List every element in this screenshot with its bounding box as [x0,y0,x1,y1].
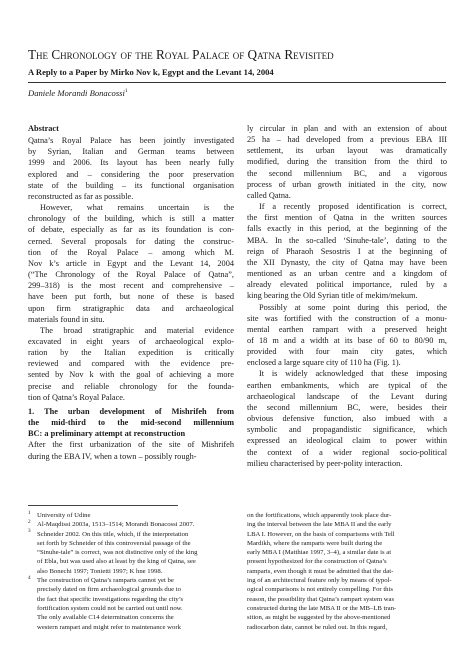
text-line: 1. The urban development of Mishrifeh from [28,406,234,416]
right-column [247,123,447,469]
footnote-line: early MBA I (Matthiae 1997, 3–4), a similar date is at [247,549,392,557]
footnote-line: ogical comparisons is not entirely compelling. For this [247,586,393,594]
text-line: reconstructed as far as possible. [28,191,134,201]
right-paragraph-2 [247,201,447,301]
right-paragraph-4 [247,368,447,468]
footnote-line [28,595,236,604]
text-line: the XII Dynasty, the city of Qatna may have been [247,257,447,267]
text-line: the mid-third to the mid-second millennium [28,418,234,428]
text-line: king bearing the Old Syrian title of mekim/mekum. [247,291,418,301]
text-line: upon firm stratigraphic data and archaeological [28,303,234,313]
footnote-line: ramparts, even though it must be admitted that the dat- [247,567,394,575]
footnote-text: University of Udine [37,512,91,519]
footnote-text: Schneider 2002. On this title, which, if the interpretation [37,530,189,538]
footnotes-right [247,511,447,632]
footnotes-left [28,511,236,632]
text-line: explored and – considering the poor preservation [28,169,234,179]
footnote-line: $^4$ The construction of Qatna’s ramparts cannot yet be [28,574,174,585]
text-line: ly circular in plan and with an extension of about [247,124,447,133]
text-line: Qatna’s Royal Palace has been jointly investigated [28,136,234,146]
text-line: However, what remains uncertain is the [40,203,234,213]
author-footnote-marker: 1 [124,88,128,95]
text-line: ration by the Italian expedition is critically [28,348,234,358]
footnote-line: radiocarbon date, cannot be ruled out. In this regard, [247,623,388,631]
footnote-rule [28,505,178,506]
text-line: reviewed and compared with the evidence pre- [28,359,234,369]
footnote-text: western rampart and might refer to maintenance work [37,623,181,631]
footnote-text: The construction of Qatna’s ramparts cannot yet be [37,577,174,585]
text-line: If a recently proposed identification is correct, [259,202,447,212]
right-paragraph-3 [247,302,447,369]
footnote-text: precisely dated on firm archaeological grounds due to [37,586,181,594]
text-line: The broad stratigraphic and material evidence [40,325,234,335]
text-line: settlement, its urban layout was dramatically [247,146,447,156]
text-line: precise and reliable chronology for the founda- [28,381,234,391]
text-line: the first mention of Qatna in the written sources [247,213,447,223]
abstract-heading: Abstract [28,124,59,133]
text-line: 299–318) is the most recent and comprehensive – [28,281,234,291]
text-line: materials found in situ. [28,314,105,324]
footnote-line: $^2$ Al-Maqdissi 2003a, 1513–1514; Morandi Bonacossi 2007. [28,519,195,529]
text-line: the context of a wider regional socio-political [247,447,447,457]
section-paragraph-1 [28,439,234,461]
footnote-line [28,557,236,566]
text-line: the second millennium BC, were, besides their [247,402,447,412]
text-line: modified, during the transition from the third to [247,157,447,167]
footnote-line [28,613,236,622]
text-line: 25 ha – had developed from a previous EBA III [247,135,447,145]
footnote-text: set forth by Schneider of this controversial passage of the [37,539,191,547]
text-line: symbolic and propagandistic significance, which [247,425,447,435]
footnote-line: on the fortifications, which apparently took place dur- [247,512,392,519]
footnote-text: also Bonechi 1997; Tonietti 1997; K hne 1998. [37,567,163,575]
text-line: milieu characterised by peer-polity interaction. [247,458,403,468]
footnote-text: of Ebla, but was used also at least by the king of Qatna, see [37,558,196,566]
text-line: called Qatna. [247,190,291,200]
footnote-line [28,548,236,557]
footnote-line: ing the interval between the late MBA II and the early [247,521,392,529]
text-line: enclosed a large square city of 110 ha (Fig. 1). [247,358,401,368]
footnote-line [28,585,236,594]
footnote-text: the fact that specific investigations regarding the city’s [37,595,184,603]
footnote-text: The only available C14 determination concerns the [37,614,174,622]
footnote-line: present hypothesized for the construction of Qatna’s [247,558,387,566]
text-line: sented by Nov k with the goal of achieving a more [28,370,234,380]
article-title-text: The Chronology of the Royal Palace of Qatna Revisited [28,47,334,62]
text-line: falls exactly in this period, at the beginning of the [247,224,447,234]
text-line: cerned. Several proposals for dating the construc- [28,236,234,246]
text-line: mental earthen rampart with a preserved height [247,324,447,334]
footnote-line: reason, the possibility that Qatna’s rampart system was [247,595,395,603]
text-line: of debate, especially as far as its foundation is con- [28,225,234,235]
text-line: expressed an ideological claim to power within [247,436,447,446]
text-line: mentioned as an urban centre and a kingdom of [247,269,447,279]
footnote-text: Al-Maqdissi 2003a, 1513–1514; Morandi Bonacossi 2007. [37,521,195,529]
text-line: chronology of the building, which is still a matter [28,214,234,224]
text-line: archaeological landscape of the Levant during [247,391,447,401]
section-heading [28,406,234,439]
footnote-line: sition, as might be suggested by the above-mentioned [247,614,391,622]
footnote-line: LBA I. However, on the basis of comparisons with Tell [247,530,395,538]
text-line: Possibly at some point during this period, the [259,302,447,312]
text-line: by Syrian, Italian and German teams between [28,147,234,157]
footnote-text: “Sinuhe-tale” is correct, was not distinctive only of the king [37,549,198,557]
text-line: excavated in eight years of archaeological explo- [28,336,234,346]
footnote-text: fortification system could not be carried out until now. [37,604,183,612]
left-column [28,123,234,462]
text-line: BC: a preliminary attempt at reconstruction [28,429,186,439]
article-title [28,47,448,63]
footnote-line: $^3$ Schneider 2002. On this title, which, if the interpretation [28,528,189,538]
title-rule [28,82,446,83]
text-line: After the first urbanization of the site of Mishrifeh [28,440,234,450]
text-line: earthen embankments, which are typical of the [247,380,447,390]
text-line: Nov k’s article in Egypt and the Levant 14, 2004 [28,258,234,268]
author-name [28,88,128,98]
text-line: tion of the Royal Palace – among which M. [28,247,234,257]
abstract-paragraph-1 [28,135,234,202]
footnote-line: Mardikh, where the ramparts were built during the [247,539,383,547]
footnote-line: ing of an architectural feature only by means of typol- [247,577,392,585]
abstract-paragraph-2 [28,202,234,325]
footnote-line [28,539,236,548]
text-line: It is widely acknowledged that these imposing [259,369,447,379]
text-line: reign of Pharaoh Sesostris I at the beginning of [247,246,447,256]
footnote-line [28,604,236,613]
footnote-line [28,623,236,632]
text-line: provided with four main city gates, which [247,347,447,357]
abstract-paragraph-3 [28,325,234,403]
footnote-line: constructed during the late MBA II or the MB–LB tran- [247,604,397,612]
footnote-line: $^1$ University of Udine [28,509,91,519]
footnote-line [28,567,236,576]
text-line: state of the building – its functional organisation [28,180,234,190]
text-line: (“The Chronology of the Royal Palace of Qatna”, [28,270,234,280]
text-line: 1999 and 2006. Its layout has been nearly fully [28,158,234,168]
text-line: site was fortified with the construction of a monu- [247,313,447,323]
text-line: the second millennium BC, and a vigorous [247,168,447,178]
right-paragraph-1 [247,123,447,201]
author-text: Daniele Morandi Bonacossi [28,88,125,98]
text-line: obvious defensive function, also imbued with a [247,414,447,424]
text-line: tion of Qatna’s Royal Palace. [28,392,126,402]
text-line: MBA. In the so-called ‘Sinuhe-tale’, dating to the [247,235,447,245]
text-line: already elevated political importance, ruled by a [247,280,447,290]
text-line: of 18 m and a width at its base of 60 to 80/90 m, [247,335,447,345]
text-line: during the EBA IV, when a town – possibly rough- [28,451,197,461]
text-line: process of urban growth initiated in the city, now [247,179,447,189]
article-subtitle: A Reply to a Paper by Mirko Nov k, Egypt and the Levant 14, 2004 [28,67,274,77]
text-line: have been put forth, but none of these is based [28,292,234,302]
